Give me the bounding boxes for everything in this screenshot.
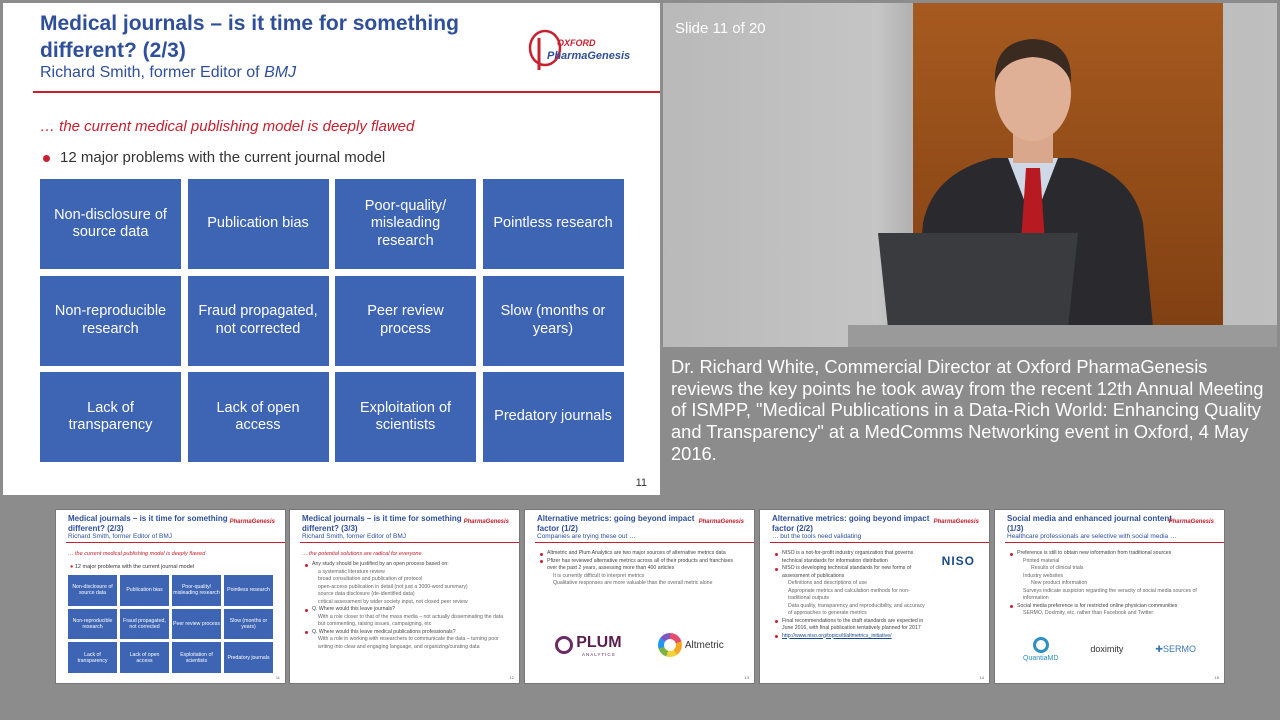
thumb-subbullet: critical assessment by wider society input, not closed peer review <box>318 598 468 605</box>
thumb-cell: Exploitation of scientists <box>172 642 221 673</box>
title-divider <box>33 91 660 93</box>
problem-cell: Non-reproducible research <box>40 276 181 366</box>
thumb-page-number: 12 <box>509 675 514 680</box>
thumb-lead: … the current medical publishing model is deeply flawed <box>68 551 206 557</box>
thumb-body <box>774 550 929 640</box>
slide-bullet <box>43 149 385 166</box>
thumb-cell: Peer review process <box>172 609 221 640</box>
problem-cell: Exploitation of scientists <box>335 372 476 462</box>
thumb-cell: Fraud propagated, not corrected <box>120 609 169 640</box>
thumb-bullet: NISO is a not-for-profit industry organization that governs technical standards for information distribution <box>774 550 929 565</box>
subtitle-journal: BMJ <box>264 64 297 81</box>
plum-text: PLUM <box>576 633 622 651</box>
problem-cell: Publication bias <box>188 179 329 269</box>
sermo-logo <box>1155 644 1196 655</box>
thumb-subbullet: Appropriate metrics and calculation methods for non-traditional outputs <box>788 587 910 601</box>
bullet-text: 12 major problems with the current journal model <box>60 149 386 166</box>
bullet-dot-icon <box>43 155 50 162</box>
thumb-bullet: Pfizer has reviewed alternative metrics across all of their products and franchises over the past 2 years, assessing more than 400 articles <box>539 558 739 573</box>
thumb-cell: Non-reproducible research <box>68 609 117 640</box>
sermo-text: SERMO <box>1162 643 1196 654</box>
thumb-subbullet: With a role closer to that of the mass media – not actually disseminating the data but commenting, raising issues, campaigning, etc <box>318 613 504 627</box>
thumb-cell: Publication bias <box>120 575 169 606</box>
thumb-logos <box>1007 629 1212 669</box>
thumb-bullet: ● 12 major problems with the current journal model <box>70 564 194 570</box>
thumb-cell: Slow (months or years) <box>224 609 273 640</box>
quantiamd-logo <box>1023 637 1058 662</box>
thumb-logo: PharmaGenesis <box>933 519 979 525</box>
problem-cell: Non-disclosure of source data <box>40 179 181 269</box>
quantiamd-icon <box>1033 637 1049 653</box>
problem-cell: Slow (months or years) <box>483 276 624 366</box>
thumbnail-slide-15[interactable] <box>994 509 1225 684</box>
thumb-page-number: 13 <box>744 675 749 680</box>
slide-title: Medical journals – is it time for something different? (2/3) <box>40 12 459 62</box>
thumb-body <box>304 561 504 651</box>
problems-grid <box>40 179 622 462</box>
altmetric-donut-icon <box>658 633 682 657</box>
niso-link[interactable]: http://www.niso.org/topics/tl/altmetrics_initiative/ <box>774 633 929 641</box>
slide-lead: … the current medical publishing model is deeply flawed <box>40 118 415 135</box>
thumb-bullet: Preference is still to obtain new information from traditional sources <box>1009 550 1209 558</box>
problem-cell: Predatory journals <box>483 372 624 462</box>
altmetric-text: Altmetric <box>684 639 724 651</box>
thumb-page-number: 11 <box>275 675 280 680</box>
thumb-bullet: Altmetric and Plum Analytics are two major sources of alternative metrics data <box>539 550 739 558</box>
thumb-subbullet: It is currently difficult to interpret metrics <box>553 572 645 579</box>
thumb-logos <box>537 625 742 665</box>
thumb-subbullet: a systematic literature review <box>318 568 385 575</box>
thumb-title: Alternative metrics: going beyond impact factor (1/2) <box>537 514 695 533</box>
thumb-subbullet: source data disclosure (de-identified data) <box>318 591 415 597</box>
problem-cell: Fraud propagated, not corrected <box>188 276 329 366</box>
thumb-logo: PharmaGenesis <box>698 519 744 525</box>
speaker-video[interactable] <box>663 3 1277 347</box>
thumbnail-slide-13[interactable] <box>524 509 755 684</box>
plum-icon <box>555 636 573 654</box>
thumb-cell: Non-disclosure of source data <box>68 575 117 606</box>
thumb-divider <box>535 542 754 543</box>
thumb-title: Social media and enhanced journal content (1/3) <box>1007 514 1172 533</box>
sermo-plus-icon: ✚ <box>1155 643 1163 654</box>
thumb-divider <box>770 542 989 543</box>
thumb-bullet: Q. Where would this leave journals? <box>304 606 504 614</box>
thumb-subbullet: Surveys indicate suspicion regarding the veracity of social media sources of information <box>1023 587 1197 601</box>
oxford-pharmagenesis-logo <box>525 28 635 72</box>
subtitle-text: Richard Smith, former Editor of <box>40 64 265 81</box>
thumb-subtitle: Richard Smith, former Editor of BMJ <box>68 533 173 540</box>
thumb-bullet: Final recommendations to the draft standards are expected in June 2016, with final publication tentatively planned for 2017 <box>774 618 929 633</box>
thumb-cell: Pointless research <box>224 575 273 606</box>
thumb-subbullet: Definitions and descriptions of use <box>788 580 868 586</box>
laptop <box>873 233 1083 333</box>
quantiamd-text: QuantiaMD <box>1023 654 1059 662</box>
thumb-subtitle: … but the tools need validating <box>772 533 862 540</box>
thumb-divider <box>66 542 285 543</box>
lectern <box>848 325 1277 347</box>
niso-logo: NISO <box>941 554 975 568</box>
thumb-subbullet: Qualitative responses are more valuable than the overall metric alone <box>553 580 713 586</box>
thumb-subbullet: Industry websites <box>1023 572 1064 579</box>
thumb-subbullet: With a role in working with researchers to communicate the data – turning poor writing into clear and engaging language, and organizing/curating data <box>318 636 499 650</box>
plum-subtext: ANALYTICS <box>582 651 616 657</box>
problem-cell: Pointless research <box>483 179 624 269</box>
thumb-body <box>539 550 739 588</box>
thumb-subbullet: SERMO, Doximity, etc. rather than Facebook and Twitter <box>1023 610 1154 616</box>
doximity-logo: doximity <box>1090 644 1124 654</box>
svg-text:PharmaGenesis: PharmaGenesis <box>547 50 631 62</box>
thumb-bullet: NISO is developing technical standards for new forms of assessment of publications <box>774 565 929 580</box>
thumb-bullet: Social media preference is for restricted online physician communities <box>1009 603 1209 611</box>
thumb-subtitle: Companies are trying these out … <box>537 533 636 540</box>
main-slide <box>3 3 660 495</box>
altmetric-logo <box>658 633 724 657</box>
thumb-subbullet: New product information <box>1031 580 1088 586</box>
thumb-page-number: 14 <box>979 675 984 680</box>
thumb-page-number: 15 <box>1214 675 1219 680</box>
thumbnail-slide-11[interactable] <box>55 509 286 684</box>
svg-text:OXFORD: OXFORD <box>557 38 596 48</box>
thumb-lead: … the potential solutions are radical for everyone <box>302 551 422 557</box>
thumb-subtitle: Richard Smith, former Editor of BMJ <box>302 533 407 540</box>
slide-subtitle <box>40 64 296 82</box>
thumb-cell: Lack of transparency <box>68 642 117 673</box>
video-caption: Dr. Richard White, Commercial Director at Oxford PharmaGenesis reviews the key points he took away from the recent 12th Annual Meeting of ISMPP, "Medical Publications in a Data-Rich World: Enhancing Quality and Transparency" at a MedComms Networking event in Oxford, 4 May 2016. <box>671 356 1264 464</box>
thumb-subbullet: broad consultation and publication of protocol <box>318 576 423 582</box>
problem-cell: Lack of transparency <box>40 372 181 462</box>
thumb-cell: Predatory journals <box>224 642 273 673</box>
thumb-body <box>1009 550 1209 618</box>
thumb-cell: Lack of open access <box>120 642 169 673</box>
thumbnail-slide-12[interactable] <box>289 509 520 684</box>
problem-cell: Poor-quality/ misleading research <box>335 179 476 269</box>
thumb-logo: PharmaGenesis <box>1168 519 1214 525</box>
thumb-subbullet: open-access publication in detail (not just a 3000-word summary) <box>318 583 468 590</box>
problem-cell: Lack of open access <box>188 372 329 462</box>
thumb-logo: PharmaGenesis <box>463 519 509 525</box>
thumb-subbullet: Results of clinical trials <box>1031 565 1084 571</box>
thumb-title: Medical journals – is it time for something different? (3/3) <box>302 514 462 533</box>
thumb-title: Alternative metrics: going beyond impact factor (2/2) <box>772 514 930 533</box>
thumb-subbullet: Data quality, transparency and reproducibility, and accuracy of approaches to generate metrics <box>788 602 925 616</box>
thumb-problems-grid <box>68 575 273 673</box>
slide-page-number: 11 <box>635 477 647 489</box>
thumbnail-slide-14[interactable] <box>759 509 990 684</box>
thumb-subbullet: Printed material <box>1023 557 1060 564</box>
problem-cell: Peer review process <box>335 276 476 366</box>
thumb-logo: PharmaGenesis <box>229 519 275 525</box>
slide-counter: Slide 11 of 20 <box>675 20 766 37</box>
thumb-subtitle: Healthcare professionals are selective with social media … <box>1007 533 1177 540</box>
plum-analytics-logo <box>555 634 621 657</box>
slide-thumbnail-strip <box>55 509 1225 684</box>
thumb-bullet: Q. Where would this leave medical publications professionals? <box>304 629 504 637</box>
thumb-title: Medical journals – is it time for something different? (2/3) <box>68 514 228 533</box>
thumb-divider <box>1005 542 1224 543</box>
thumb-cell: Poor-quality/ misleading research <box>172 575 221 606</box>
thumb-divider <box>300 542 519 543</box>
thumb-bullet: Any study should be justified by an open process based on: <box>304 561 504 569</box>
